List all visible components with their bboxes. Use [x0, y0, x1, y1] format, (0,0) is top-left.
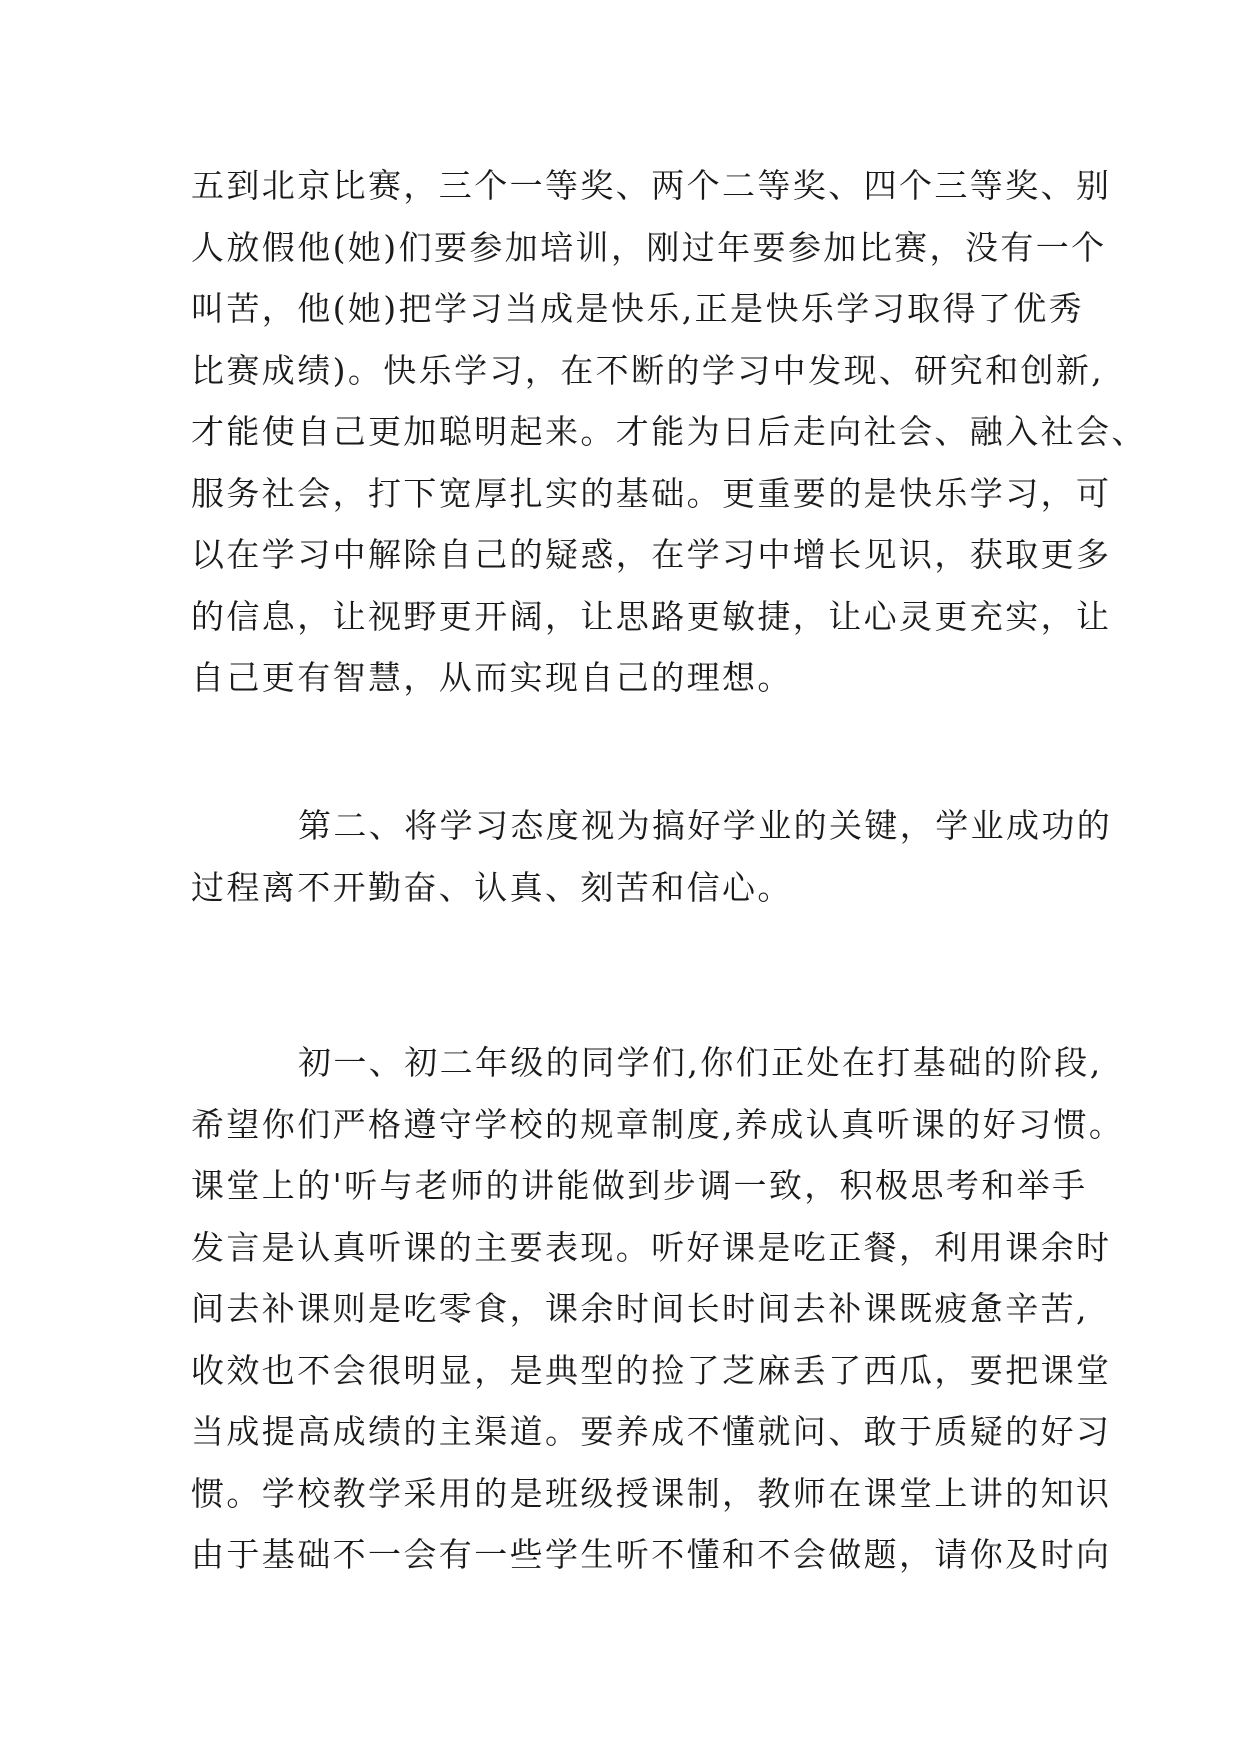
paragraph-2 — [191, 795, 1113, 918]
paragraph-line: 的信息，让视野更开阔，让思路更敏捷，让心灵更充实，让 — [191, 596, 1112, 636]
paragraph-line: 叫苦，他(她)把学习当成是快乐,正是快乐学习取得了优秀 — [191, 289, 1085, 328]
paragraph-line: 才能使自己更加聪明起来。才能为日后走向社会、融入社会、 — [191, 412, 1147, 451]
paragraph-line: 收效也不会很明显，是典型的捡了芝麻丢了西瓜，要把课堂 — [191, 1350, 1112, 1390]
paragraph-line: 服务社会，打下宽厚扎实的基础。更重要的是快乐学习，可 — [191, 473, 1112, 513]
paragraph-line: 以在学习中解除自己的疑惑，在学习中增长见识，获取更多 — [191, 535, 1112, 574]
paragraph-3 — [191, 1032, 1125, 1586]
paragraph-line: 过程离不开勤奋、认真、刻苦和信心。 — [191, 867, 793, 907]
paragraph-first-line: 第二、将学习态度视为搞好学业的关键，学业成功的 — [298, 806, 1113, 845]
paragraph-1 — [191, 155, 1147, 709]
paragraph-line: 当成提高成绩的主渠道。要养成不懂就问、敢于质疑的好习 — [191, 1412, 1112, 1451]
paragraph-line: 人放假他(她)们要参加培训，刚过年要参加比赛，没有一个 — [191, 227, 1107, 267]
paragraph-line: 课堂上的'听与老师的讲能做到步调一致，积极思考和举手 — [191, 1166, 1088, 1205]
paragraph-line: 间去补课则是吃零食，课余时间长时间去补课既疲惫辛苦, — [191, 1289, 1089, 1328]
paragraph-first-line: 初一、初二年级的同学们,你们正处在打基础的阶段, — [298, 1043, 1103, 1082]
paragraph-line: 自己更有智慧，从而实现自己的理想。 — [191, 658, 793, 697]
paragraph-line: 惯。学校教学采用的是班级授课制，教师在课堂上讲的知识 — [191, 1473, 1112, 1513]
paragraph-line: 比赛成绩)。快乐学习，在不断的学习中发现、研究和创新, — [191, 350, 1105, 390]
paragraph-line: 发言是认真听课的主要表现。听好课是吃正餐，利用课余时 — [191, 1227, 1112, 1267]
paragraph-line: 五到北京比赛，三个一等奖、两个二等奖、四个三等奖、别 — [191, 166, 1112, 205]
paragraph-line: 希望你们严格遵守学校的规章制度,养成认真听课的好习惯。 — [191, 1104, 1125, 1144]
paragraph-line: 由于基础不一会有一些学生听不懂和不会做题，请你及时向 — [191, 1535, 1112, 1574]
